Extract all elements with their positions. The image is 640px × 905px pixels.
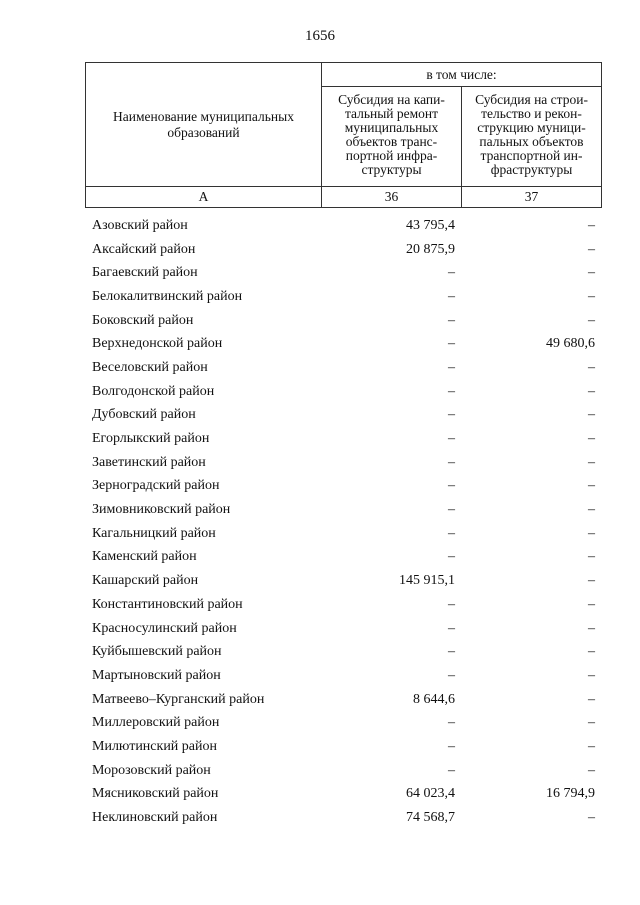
table-row [85,498,601,522]
table-body [85,214,601,830]
row-name: Дубовский район [92,407,196,423]
row-name: Багаевский район [92,265,198,281]
column-number-36: 36 [322,187,462,208]
row-name: Красносулинский район [92,620,237,636]
row-name: Кашарский район [92,573,199,589]
row-value-36: – [448,762,455,778]
row-name: Волгодонской район [92,383,215,399]
table-row [85,380,601,404]
column-header-line: тальный ремонт [344,106,439,121]
row-name: Заветинский район [92,454,206,470]
row-value-36: – [448,288,455,304]
table-row [85,593,601,617]
table-row [85,356,601,380]
row-value-37: – [588,525,595,541]
row-value-37: – [588,478,595,494]
row-value-36: – [448,407,455,423]
row-value-36: 64 023,4 [406,786,455,802]
row-value-36: – [448,431,455,447]
row-value-37: – [588,265,595,281]
row-value-36: – [448,359,455,375]
row-value-37: – [588,810,595,826]
page-number: 1656 [305,28,335,44]
row-value-36: – [448,596,455,612]
table-row [85,546,601,570]
row-name: Кагальницкий район [92,525,216,541]
table-row [85,806,601,830]
row-value-36: – [448,715,455,731]
table-row [85,214,601,238]
table-row [85,569,601,593]
row-value-36: – [448,502,455,518]
row-value-36: – [448,454,455,470]
row-name: Боковский район [92,312,194,328]
row-name: Константиновский район [92,596,243,612]
column-header-line: объектов транс- [345,134,438,149]
row-value-37: – [588,715,595,731]
table-row [85,664,601,688]
row-value-37: – [588,407,595,423]
row-value-36: 20 875,9 [406,241,455,257]
row-value-37: – [588,241,595,257]
row-value-37: – [588,596,595,612]
row-name: Матвеево–Курганский район [92,691,265,707]
table-row [85,261,601,285]
row-name: Каменский район [92,549,197,565]
table-row [85,309,601,333]
column-number-a: А [86,187,322,208]
row-value-36: – [448,478,455,494]
row-value-36: – [448,336,455,352]
row-name: Морозовский район [92,762,211,778]
row-value-37: – [588,288,595,304]
table-row [85,783,601,807]
row-name: Куйбышевский район [92,644,222,660]
row-value-37: – [588,431,595,447]
row-value-37: – [588,573,595,589]
row-value-36: 8 644,6 [413,691,455,707]
table-row [85,475,601,499]
column-header-line: фраструктуры [490,162,573,177]
table-row [85,522,601,546]
column-header-name-label: Наименование муниципальных образований [113,108,294,140]
row-value-37: 49 680,6 [546,336,595,352]
row-name: Миллеровский район [92,715,220,731]
column-header-line: Субсидия на строи- [475,92,588,107]
row-value-37: – [588,217,595,233]
row-name: Аксайский район [92,241,196,257]
table-row [85,759,601,783]
row-value-36: 43 795,4 [406,217,455,233]
row-value-36: – [448,620,455,636]
row-value-36: – [448,383,455,399]
table-row [85,238,601,262]
row-name: Мартыновский район [92,667,221,683]
column-number-37: 37 [462,187,602,208]
row-value-37: – [588,359,595,375]
column-header-line: структуры [361,162,422,177]
row-value-37: – [588,691,595,707]
row-value-36: – [448,549,455,565]
row-value-37: – [588,762,595,778]
table-row [85,451,601,475]
column-header-line: тельство и рекон- [481,106,582,121]
row-value-37: – [588,383,595,399]
table-row [85,404,601,428]
table-row [85,285,601,309]
row-name: Егорлыкский район [92,431,210,447]
row-value-37: – [588,644,595,660]
row-value-37: 16 794,9 [546,786,595,802]
column-header-37 [462,87,602,187]
row-value-36: 145 915,1 [399,573,455,589]
column-header-36 [322,87,462,187]
row-value-36: – [448,644,455,660]
column-header-line: портной инфра- [345,148,438,163]
row-name: Зерноградский район [92,478,220,494]
row-value-37: – [588,620,595,636]
table-row [85,427,601,451]
column-header-line: Субсидия на капи- [338,92,445,107]
row-value-37: – [588,667,595,683]
table-header [85,62,602,208]
column-header-name [86,63,322,187]
row-name: Веселовский район [92,359,208,375]
row-value-36: – [448,312,455,328]
table-row [85,688,601,712]
row-name: Неклиновский район [92,810,218,826]
table-row [85,735,601,759]
row-value-36: – [448,265,455,281]
row-value-37: – [588,312,595,328]
table-row [85,711,601,735]
row-value-36: – [448,667,455,683]
column-header-line: транспортной ин- [480,148,583,163]
column-header-line: муниципальных [344,120,439,135]
row-name: Верхнедонской район [92,336,223,352]
column-header-line: струкцию муници- [477,120,586,135]
row-name: Белокалитвинский район [92,288,243,304]
row-value-36: 74 568,7 [406,810,455,826]
table-row [85,617,601,641]
table-row [85,640,601,664]
row-value-37: – [588,549,595,565]
row-value-36: – [448,525,455,541]
row-name: Милютинский район [92,738,218,754]
row-value-36: – [448,738,455,754]
row-value-37: – [588,502,595,518]
row-name: Мясниковский район [92,786,219,802]
column-header-including: в том числе: [322,63,602,87]
row-value-37: – [588,738,595,754]
row-value-37: – [588,454,595,470]
row-name: Зимовниковский район [92,502,231,518]
row-name: Азовский район [92,217,188,233]
column-header-line: пальных объектов [479,134,584,149]
table-row [85,332,601,356]
